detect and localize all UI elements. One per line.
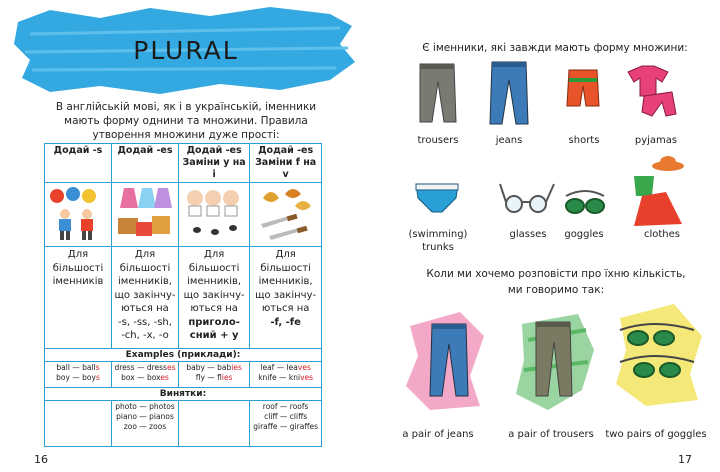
page-number-right: 17 — [678, 453, 692, 466]
header-add-es: Додай -es — [112, 144, 179, 183]
page-title: PLURAL — [133, 36, 239, 65]
exceptions-title: Винятки: — [45, 388, 322, 401]
glasses-icon — [498, 178, 556, 216]
shorts-icon — [565, 66, 601, 112]
count-text: Коли ми хочемо розповісти про їхню кількість, ми говоримо так: — [426, 268, 686, 296]
label-trunks: (swimming) trunks — [408, 229, 468, 253]
intro-text: В англійській мові, як і в українській, іменники мають форму однини та множини. Правила утворення множини дуже прості: — [55, 101, 317, 141]
desc-y-to-i: Для більшості іменників, що закінчу- ються на приголо- сний + y — [179, 247, 250, 349]
jeans-icon — [486, 58, 532, 128]
pair-of-trousers-icon — [528, 318, 578, 400]
trunks-icon — [412, 180, 462, 218]
label-glasses: glasses — [509, 229, 547, 240]
balls-boys-illustration — [45, 183, 112, 247]
babies-flies-illustration — [179, 183, 250, 247]
always-plural-heading: Є іменники, які завжди мають форму множини: — [422, 42, 688, 54]
label-shorts: shorts — [568, 135, 600, 146]
desc-add-s: Для більшості іменників — [45, 247, 112, 349]
label-jeans: jeans — [495, 135, 523, 146]
header-y-to-i: Додай -es Заміни y на i — [179, 144, 250, 183]
exception-empty-3 — [179, 401, 250, 447]
leaves-knives-illustration — [250, 183, 322, 247]
description-row — [45, 247, 322, 349]
label-trousers: trousers — [417, 135, 459, 146]
examples-row — [45, 362, 322, 388]
example-f-to-v: leaf — leaves knife — knives — [250, 362, 322, 388]
label-two-pairs-of-goggles: two pairs of goggles — [605, 429, 707, 440]
header-add-s: Додай -s — [45, 144, 112, 183]
label-goggles: goggles — [564, 229, 604, 240]
header-f-to-v: Додай -es Заміни f на v — [250, 144, 322, 183]
example-add-es: dress — dresses box — boxes — [112, 362, 179, 388]
table-header-row — [45, 144, 322, 183]
desc-f-to-v: Для більшості іменників, що закінчу- ються на -f, -fe — [250, 247, 322, 349]
exception-empty-1 — [45, 401, 112, 447]
pair-of-jeans-icon — [426, 320, 472, 400]
plural-rules-table — [44, 143, 322, 447]
label-clothes: clothes — [643, 229, 680, 240]
label-pair-of-jeans: a pair of jeans — [402, 429, 474, 440]
example-y-to-i: baby — babies fly — flies — [179, 362, 250, 388]
clothes-icon — [628, 154, 688, 228]
exceptions-row — [45, 401, 322, 447]
desc-add-es: Для більшості іменників, що закінчу- ються на -s, -ss, -sh, -ch, -x, -o — [112, 247, 179, 349]
example-add-s: ball — balls boy — boys — [45, 362, 112, 388]
dresses-boxes-illustration — [112, 183, 179, 247]
two-pairs-of-goggles-icon — [614, 318, 704, 388]
goggles-icon — [562, 186, 608, 216]
exception-add-es: photo — photos piano — pianos zoo — zoos — [112, 401, 179, 447]
pyjamas-icon — [622, 62, 680, 120]
label-pair-of-trousers: a pair of trousers — [508, 429, 594, 440]
examples-title: Examples (приклади): — [45, 349, 322, 362]
page-number-left: 16 — [34, 453, 48, 466]
illustration-row — [45, 183, 322, 247]
trousers-icon — [412, 60, 462, 128]
examples-title-row — [45, 349, 322, 362]
label-pyjamas: pyjamas — [634, 135, 678, 146]
exception-f-to-v: roof — roofs cliff — cliffs giraffe — giraffes — [250, 401, 322, 447]
right-page — [360, 0, 720, 472]
exceptions-title-row — [45, 388, 322, 401]
